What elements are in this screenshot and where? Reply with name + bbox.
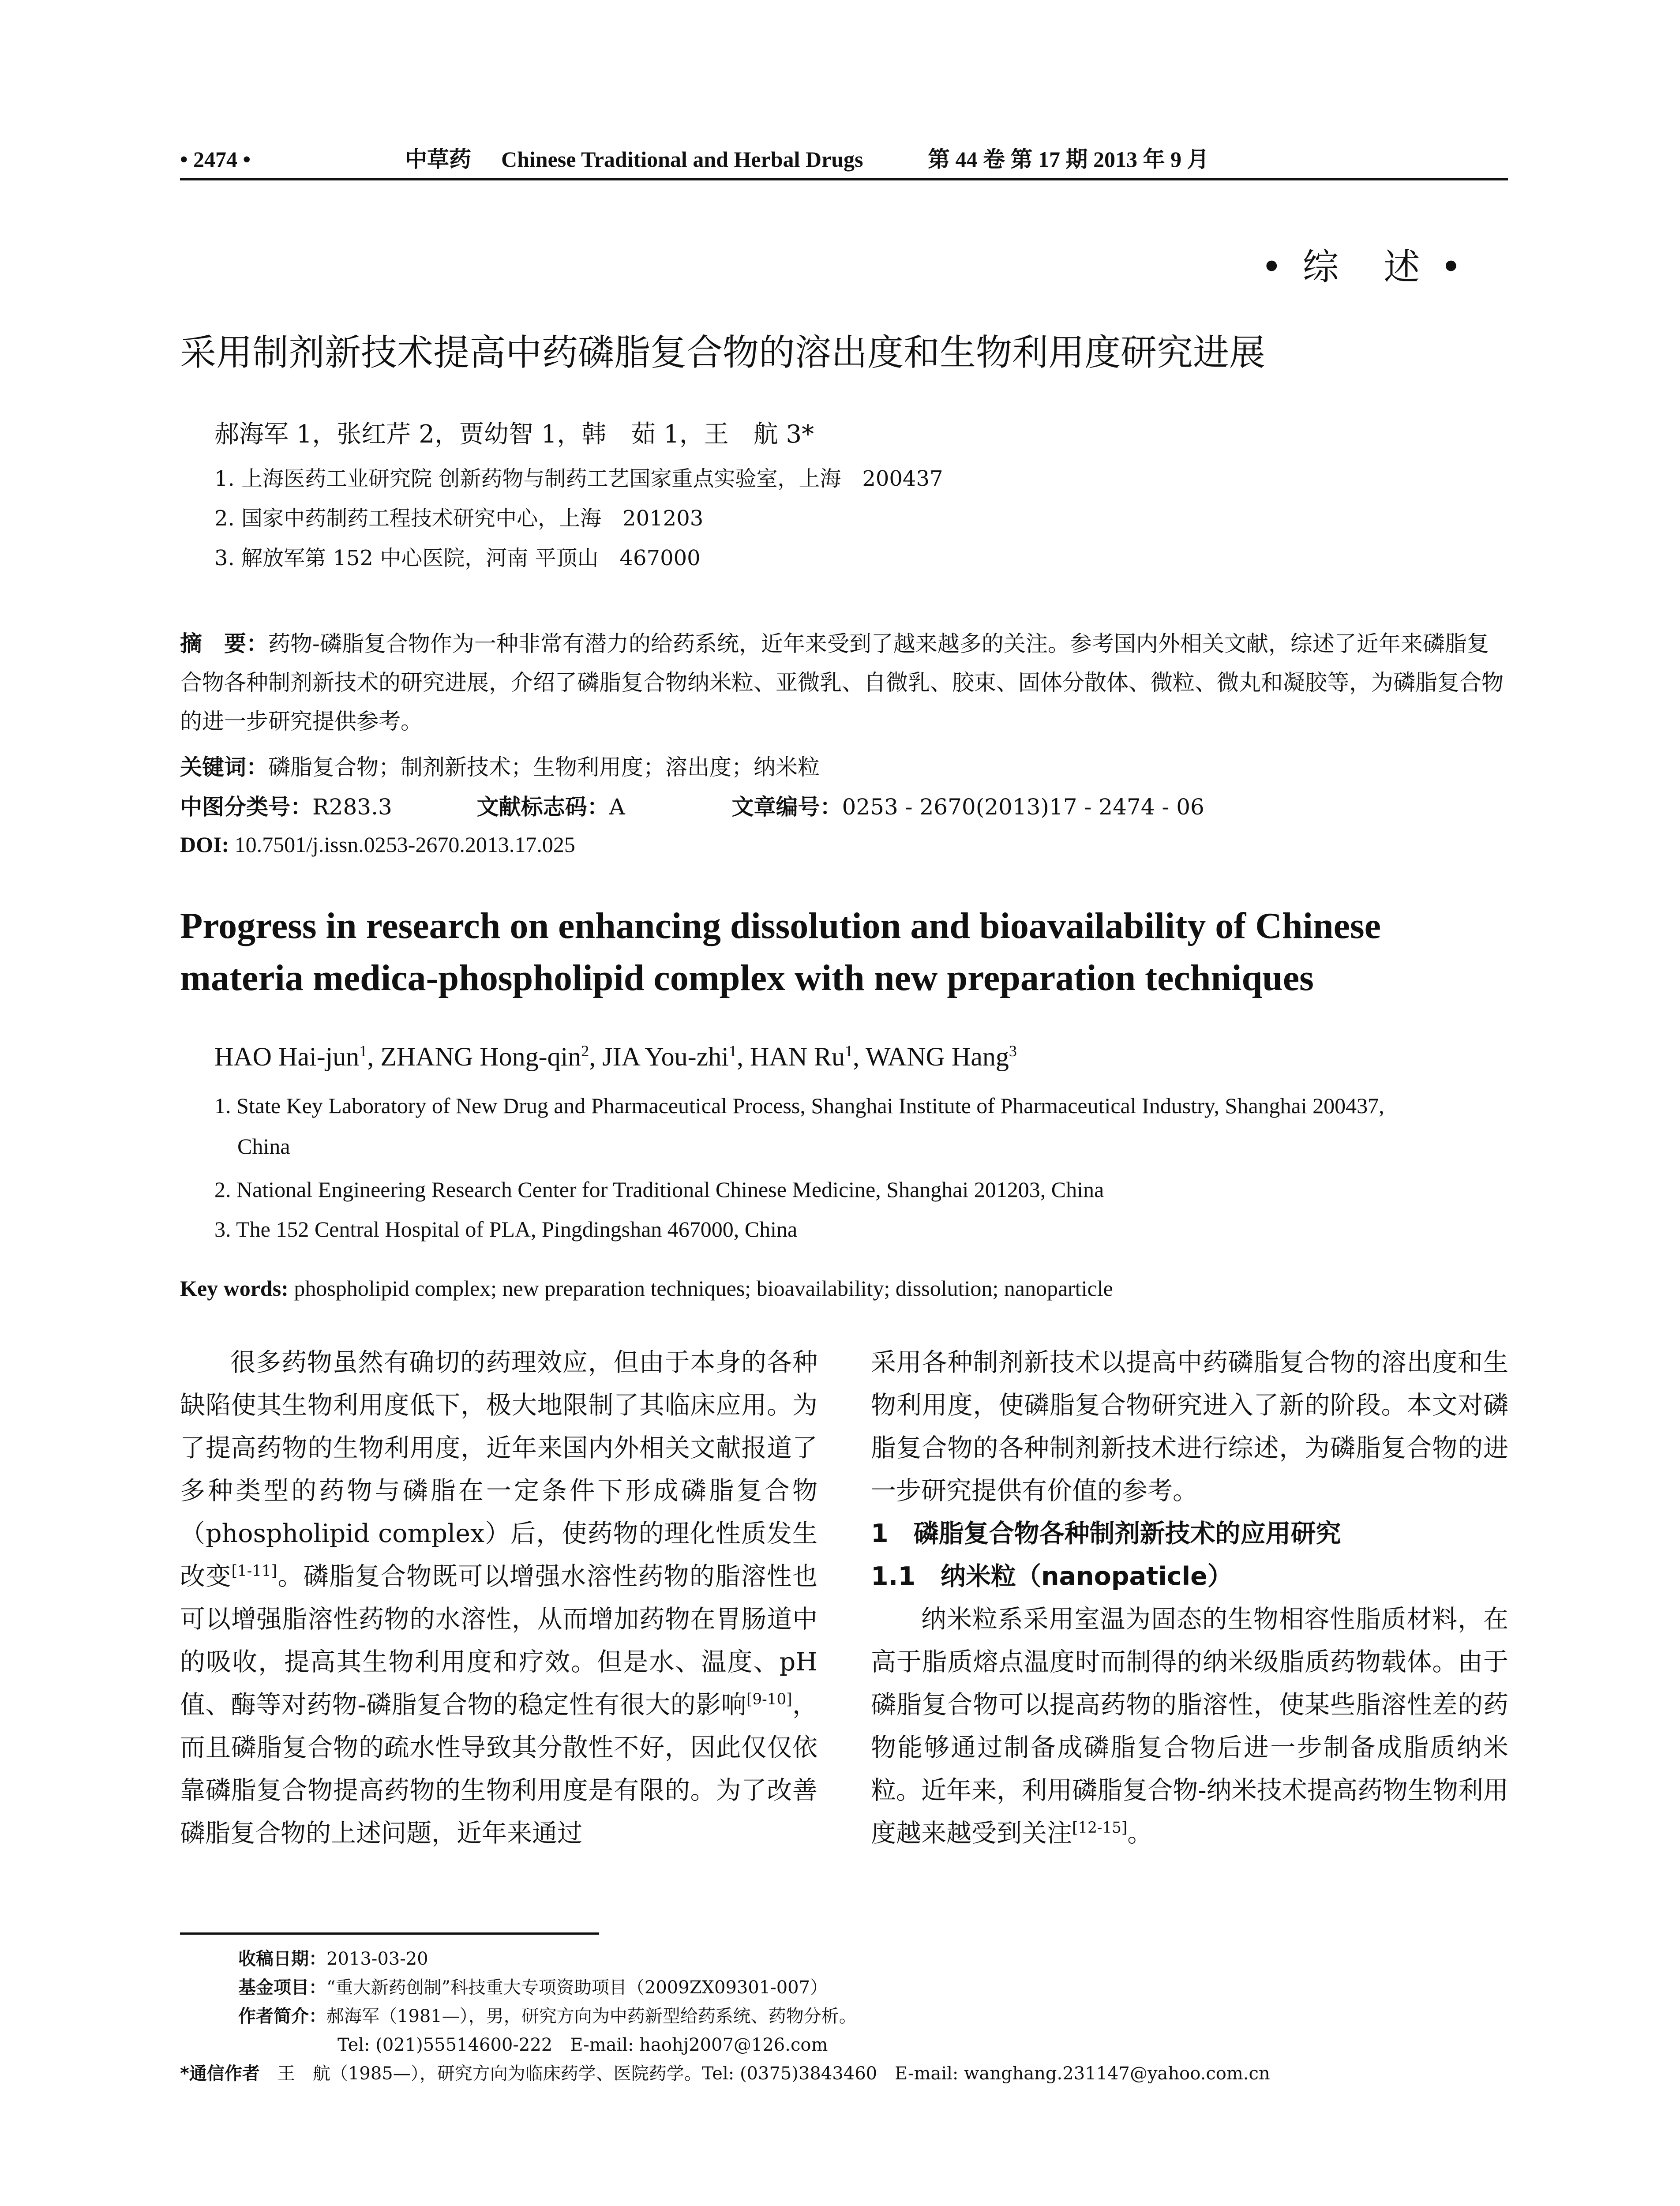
authors-cn: 郝海军 1，张红芹 2，贾幼智 1，韩 茹 1，王 航 3* xyxy=(214,420,814,449)
keywords-cn-label: 关键词： xyxy=(180,754,268,780)
header-rule xyxy=(180,178,1508,180)
corresponding-text: 王 航（1985—），研究方向为临床药学、医院药学。Tel: (0375)3843460 E-mail: wanghang.231147@yahoo.com.cn xyxy=(277,2063,1270,2084)
keywords-cn xyxy=(180,748,1508,787)
affiliation-en-1-line1: 1. State Key Laboratory of New Drug and Pharmaceutical Process, Shanghai Institute of Pharmaceutical Industry, Shanghai 200437, xyxy=(214,1093,1384,1118)
affiliation-en-3: 3. The 152 Central Hospital of PLA, Pingdingshan 467000, China xyxy=(214,1217,798,1242)
journal-name-cn: 中草药 xyxy=(405,147,471,172)
affiliation-en-1-line2: China xyxy=(237,1134,290,1159)
title-cn: 采用制剂新技术提高中药磷脂复合物的溶出度和生物利用度研究进展 xyxy=(180,332,1266,374)
footnote-rule xyxy=(180,1932,599,1935)
section-heading-1-1: 1.1 纳米粒（nanopaticle） xyxy=(871,1562,1233,1591)
affiliation-cn-2: 2. 国家中药制药工程技术研究中心，上海 201203 xyxy=(214,506,704,531)
article-no-label: 文章编号： xyxy=(731,794,842,820)
classification-line xyxy=(180,788,1508,826)
affiliation-cn-3: 3. 解放军第 152 中心医院，河南 平顶山 467000 xyxy=(214,546,701,570)
keywords-en xyxy=(180,1271,1113,1306)
footnote-author xyxy=(238,2003,857,2030)
abstract-text: 药物-磷脂复合物作为一种非常有潜力的给药系统，近年来受到了越来越多的关注。参考国内外相关文献，综述了近年来磷脂复合物各种制剂新技术的研究进展，介绍了磷脂复合物纳米粒、亚微乳、自微乳、胶束、固体分散体、微粒、微丸和凝胶等，为磷脂复合物的进一步研究提供参考。 xyxy=(180,631,1504,734)
affiliation-en-2: 2. National Engineering Research Center for Traditional Chinese Medicine, Shanghai 201203, China xyxy=(214,1177,1104,1202)
body-column-left xyxy=(180,1341,818,1855)
doi-line xyxy=(180,825,1508,864)
citation[interactable]: [1-11] xyxy=(231,1562,278,1580)
author-bio-text: 郝海军（1981—），男，研究方向为中药新型给药系统、药物分析。 xyxy=(326,2006,857,2026)
doc-code-value: A xyxy=(609,794,625,820)
clc-label: 中图分类号： xyxy=(180,794,312,820)
doi-link[interactable]: 10.7501/j.issn.0253-2670.2013.17.025 xyxy=(234,832,575,857)
citation[interactable]: [9-10] xyxy=(746,1691,792,1708)
footnote-fund xyxy=(238,1974,828,2001)
author-bio-label: 作者简介： xyxy=(238,2006,326,2026)
article-no-value: 0253 - 2670(2013)17 - 2474 - 06 xyxy=(842,794,1204,820)
fund-text: “重大新药创制”科技重大专项资助项目（2009ZX09301-007） xyxy=(326,1977,828,1998)
section-heading-1: 1 磷脂复合物各种制剂新技术的应用研究 xyxy=(871,1519,1341,1548)
body-text: 。磷脂复合物既可以增强水溶性药物的脂溶性也可以增强脂溶性药物的水溶性，从而增加药物在胃肠道中的吸收，提高其生物利用度和疗效。但是水、温度、pH 值、酶等对药物-磷脂复合物的稳定性有很大的影响 xyxy=(180,1562,818,1719)
footnote-author-contact: Tel: (021)55514600-222 E-mail: haohj2007@126.com xyxy=(338,2035,828,2055)
abstract-cn xyxy=(180,624,1508,741)
section-tag: • 综 述 • xyxy=(1261,246,1466,288)
body-paragraph: 采用各种制剂新技术以提高中药磷脂复合物的溶出度和生物利用度，使磷脂复合物研究进入了新的阶段。本文对磷脂复合物的各种制剂新技术进行综述，为磷脂复合物的进一步研究提供有价值的参考。 xyxy=(871,1348,1508,1505)
body-text: 很多药物虽然有确切的药理效应，但由于本身的各种缺陷使其生物利用度低下，极大地限制了其临床应用。为了提高药物的生物利用度，近年来国内外相关文献报道了多种类型的药物与磷脂在一定条件下形成磷脂复合物（phospholipid complex）后，使药物的理化性质发生改变 xyxy=(180,1348,818,1591)
citation[interactable]: [12-15] xyxy=(1072,1819,1128,1837)
keywords-en-label: Key words: xyxy=(180,1276,289,1301)
doc-code-label: 文献标志码： xyxy=(476,794,609,820)
journal-name-en: Chinese Traditional and Herbal Drugs xyxy=(501,147,863,172)
journal-issue: 第 44 卷 第 17 期 2013 年 9 月 xyxy=(928,147,1209,172)
body-paragraph xyxy=(871,1598,1508,1855)
body-paragraph xyxy=(180,1341,818,1855)
body-text: 。 xyxy=(1127,1819,1153,1848)
clc-value: R283.3 xyxy=(312,794,392,820)
doi-label: DOI: xyxy=(180,832,229,857)
body-column-right xyxy=(871,1341,1508,1855)
running-header xyxy=(180,144,1508,184)
fund-label: 基金项目： xyxy=(238,1977,326,1998)
title-en: Progress in research on enhancing dissolution and bioavailability of Chinese materia medica-phospholipid complex with new preparation techniques xyxy=(180,905,1381,998)
keywords-en-text: phospholipid complex; new preparation techniques; bioavailability; dissolution; nanoparticle xyxy=(294,1276,1113,1301)
received-date: 2013-03-20 xyxy=(326,1949,428,1969)
affiliation-en-1 xyxy=(214,1085,1507,1167)
keywords-cn-text: 磷脂复合物；制剂新技术；生物利用度；溶出度；纳米粒 xyxy=(268,754,820,780)
corresponding-label: *通信作者 xyxy=(180,2063,260,2084)
body-text: 纳米粒系采用室温为固态的生物相容性脂质材料，在高于脂质熔点温度时而制得的纳米级脂质药物载体。由于磷脂复合物可以提高药物的脂溶性，使某些脂溶性差的药物能够通过制备成磷脂复合物后进一步制备成脂质纳米粒。近年来，利用磷脂复合物-纳米技术提高药物生物利用度越来越受到关注 xyxy=(871,1605,1508,1848)
body-text: ，而且磷脂复合物的疏水性导致其分散性不好，因此仅仅依靠磷脂复合物提高药物的生物利用度是有限的。为了改善磷脂复合物的上述问题，近年来通过 xyxy=(180,1690,818,1848)
footnote-received xyxy=(238,1946,428,1972)
received-label: 收稿日期： xyxy=(238,1949,326,1969)
footnote-corresponding xyxy=(180,2060,1270,2087)
abstract-label: 摘 要： xyxy=(180,631,268,657)
affiliation-cn-1: 1. 上海医药工业研究院 创新药物与制药工艺国家重点实验室，上海 200437 xyxy=(214,466,943,491)
page-number: • 2474 • xyxy=(180,147,251,172)
authors-en: HAO Hai-jun$^1$, ZHANG Hong-qin$^2$, JIA You-zhi$^1$, HAN Ru$^1$, WANG Hang$^3$ xyxy=(214,1042,1017,1071)
